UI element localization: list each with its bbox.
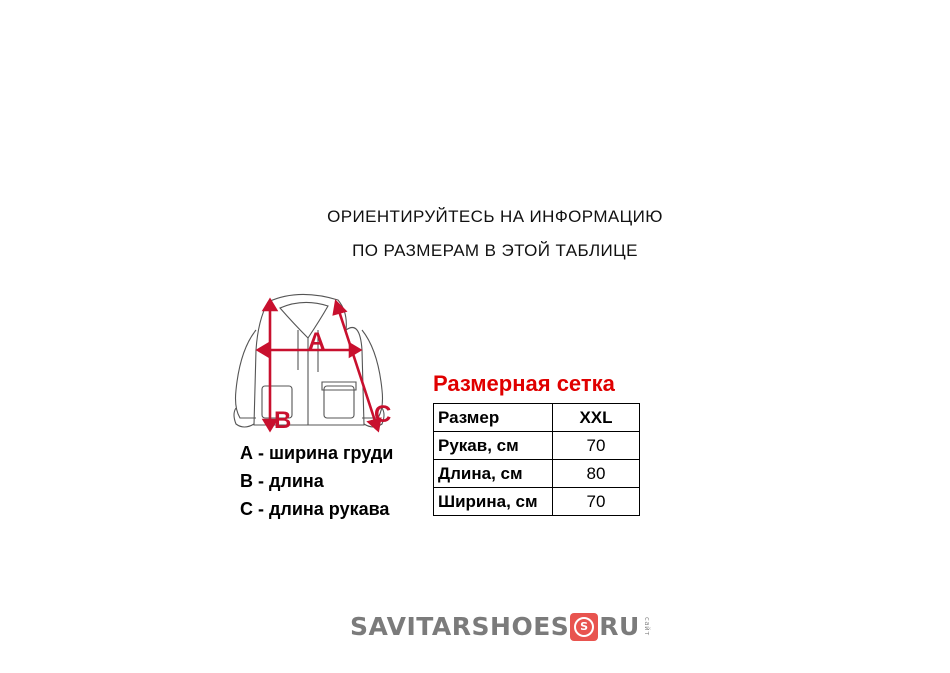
size-header-label: Размер <box>434 404 553 432</box>
size-table-header-row <box>434 404 640 432</box>
row-value-width: 70 <box>553 488 640 516</box>
logo-tiny-text: сайт <box>642 617 651 636</box>
size-grid-title: Размерная сетка <box>433 371 615 396</box>
jacket-outline <box>234 294 384 427</box>
arrow-b-head-top <box>264 300 276 310</box>
left-sleeve <box>236 330 257 418</box>
size-table-row <box>434 460 640 488</box>
arrow-c-line <box>338 308 376 424</box>
headline-line-2: ПО РАЗМЕРАМ В ЭТОЙ ТАБЛИЦЕ <box>352 241 638 260</box>
row-label-sleeve: Рукав, см <box>434 432 553 460</box>
row-value-sleeve: 70 <box>553 432 640 460</box>
logo-badge-glyph: S <box>574 617 594 637</box>
logo-right-text: RU <box>599 612 640 641</box>
size-header-value: XXL <box>553 404 640 432</box>
size-table-row <box>434 432 640 460</box>
legend-b: В - длина <box>240 471 324 491</box>
label-b: B <box>274 407 292 434</box>
arrow-c-head-top <box>334 302 345 314</box>
headline-line-1: ОРИЕНТИРУЙТЕСЬ НА ИНФОРМАЦИЮ <box>327 207 663 226</box>
legend-a: А - ширина груди <box>240 443 394 463</box>
row-label-length: Длина, см <box>434 460 553 488</box>
size-table-row <box>434 488 640 516</box>
brand-logo <box>350 612 651 641</box>
arrow-a-head-left <box>258 344 268 356</box>
right-pocket <box>324 386 354 418</box>
jacket-measurement-diagram <box>228 290 408 440</box>
legend-c: С - длина рукава <box>240 499 390 519</box>
logo-left-text: SAVITARSHOES <box>350 612 570 641</box>
size-table <box>433 403 640 516</box>
row-value-length: 80 <box>553 460 640 488</box>
row-label-width: Ширина, см <box>434 488 553 516</box>
label-a: A <box>308 328 326 355</box>
logo-badge-icon <box>570 613 598 641</box>
label-c: C <box>374 401 392 428</box>
